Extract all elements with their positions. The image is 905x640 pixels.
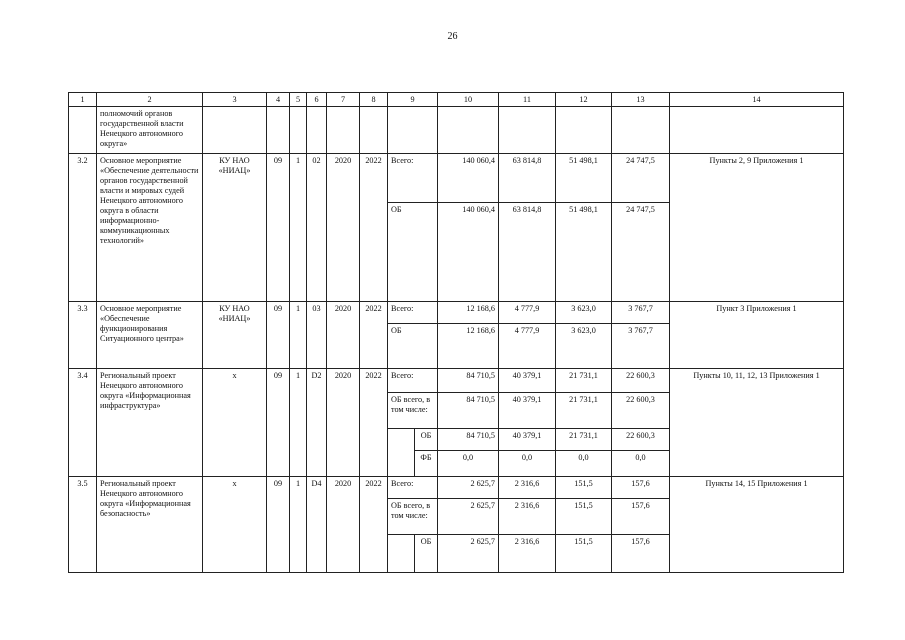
header-cell: 7 [327, 93, 360, 107]
value-cell: 51 498,1 [556, 203, 612, 302]
row-code: 09 [267, 477, 290, 573]
row-executor: х [203, 369, 267, 477]
value-cell: 24 747,5 [612, 154, 670, 203]
value-cell: 2 316,6 [499, 499, 556, 535]
row-name: Основное мероприятие «Обеспечение функционирования Ситуационного центра» [97, 302, 203, 369]
row-name: Основное мероприятие «Обеспечение деятельности органов государственной власти и мировых судей Ненецкого автономного округа в области информационно-коммуникационных технологий» [97, 154, 203, 302]
value-cell: 63 814,8 [499, 203, 556, 302]
value-cell: 2 316,6 [499, 477, 556, 499]
row-number: 3.3 [69, 302, 97, 369]
row-code: 09 [267, 154, 290, 302]
value-cell: 2 625,7 [438, 477, 499, 499]
value-cell: 22 600,3 [612, 369, 670, 393]
source-label: Всего: [388, 477, 438, 499]
value-cell: 0,0 [438, 451, 499, 477]
row-end-year: 2022 [360, 369, 388, 477]
value-cell: 21 731,1 [556, 369, 612, 393]
source-label: ОБ [415, 535, 438, 573]
value-cell: 3 767,7 [612, 302, 670, 324]
value-cell: 0,0 [612, 451, 670, 477]
source-label: Всего: [388, 369, 438, 393]
value-cell: 21 731,1 [556, 429, 612, 451]
row-number: 3.2 [69, 154, 97, 302]
row-code: 1 [290, 477, 307, 573]
table-row [69, 154, 844, 203]
header-cell: 13 [612, 93, 670, 107]
value-cell: 40 379,1 [499, 429, 556, 451]
row-code: 03 [307, 302, 327, 369]
header-cell: 8 [360, 93, 388, 107]
table-row [69, 369, 844, 393]
row-end-year: 2022 [360, 154, 388, 302]
value-cell: 151,5 [556, 477, 612, 499]
header-cell: 4 [267, 93, 290, 107]
header-cell: 12 [556, 93, 612, 107]
value-cell: 0,0 [556, 451, 612, 477]
row-code: 02 [307, 154, 327, 302]
row-start-year: 2020 [327, 477, 360, 573]
row-name: Региональный проект Ненецкого автономного округа «Информационная безопасность» [97, 477, 203, 573]
value-cell: 22 600,3 [612, 429, 670, 451]
row-code: 1 [290, 154, 307, 302]
value-cell: 157,6 [612, 477, 670, 499]
value-cell: 2 625,7 [438, 535, 499, 573]
value-cell: 157,6 [612, 535, 670, 573]
row-code: 1 [290, 302, 307, 369]
value-cell: 140 060,4 [438, 154, 499, 203]
page-number: 26 [447, 31, 458, 42]
table-row [69, 477, 844, 499]
header-cell: 3 [203, 93, 267, 107]
row-executor: х [203, 477, 267, 573]
value-cell: 2 316,6 [499, 535, 556, 573]
row-start-year: 2020 [327, 154, 360, 302]
source-label: ОБ [415, 429, 438, 451]
source-label: ОБ [388, 203, 438, 302]
header-cell: 9 [388, 93, 438, 107]
header-cell: 14 [670, 93, 844, 107]
value-cell: 12 168,6 [438, 302, 499, 324]
value-cell: 4 777,9 [499, 302, 556, 324]
source-label: ОБ всего, в том числе: [388, 499, 438, 535]
source-label: ОБ [388, 324, 438, 369]
row-note: Пункты 14, 15 Приложения 1 [670, 477, 844, 573]
header-cell: 1 [69, 93, 97, 107]
row-start-year: 2020 [327, 302, 360, 369]
row-code: D4 [307, 477, 327, 573]
row-executor: КУ НАО «НИАЦ» [203, 154, 267, 302]
value-cell: 12 168,6 [438, 324, 499, 369]
table-row [69, 107, 844, 154]
value-cell: 140 060,4 [438, 203, 499, 302]
value-cell: 40 379,1 [499, 369, 556, 393]
header-cell: 5 [290, 93, 307, 107]
value-cell: 2 625,7 [438, 499, 499, 535]
value-cell: 4 777,9 [499, 324, 556, 369]
value-cell: 3 623,0 [556, 324, 612, 369]
row-code: 09 [267, 369, 290, 477]
value-cell: 151,5 [556, 499, 612, 535]
continued-name: полномочий органов государственной власти Ненецкого автономного округа» [97, 107, 203, 154]
header-cell: 2 [97, 93, 203, 107]
source-label: Всего: [388, 302, 438, 324]
value-cell: 3 767,7 [612, 324, 670, 369]
row-number: 3.4 [69, 369, 97, 477]
value-cell: 84 710,5 [438, 369, 499, 393]
value-cell: 157,6 [612, 499, 670, 535]
value-cell: 21 731,1 [556, 393, 612, 429]
row-code: 1 [290, 369, 307, 477]
row-note: Пункт 3 Приложения 1 [670, 302, 844, 369]
value-cell: 63 814,8 [499, 154, 556, 203]
value-cell: 151,5 [556, 535, 612, 573]
row-note: Пункты 10, 11, 12, 13 Приложения 1 [670, 369, 844, 477]
header-row [69, 93, 844, 107]
source-label: ФБ [415, 451, 438, 477]
table-row [69, 302, 844, 324]
program-table [68, 92, 844, 573]
row-number: 3.5 [69, 477, 97, 573]
header-cell: 6 [307, 93, 327, 107]
row-executor: КУ НАО «НИАЦ» [203, 302, 267, 369]
value-cell: 22 600,3 [612, 393, 670, 429]
header-cell: 10 [438, 93, 499, 107]
value-cell: 24 747,5 [612, 203, 670, 302]
value-cell: 84 710,5 [438, 393, 499, 429]
row-start-year: 2020 [327, 369, 360, 477]
value-cell: 3 623,0 [556, 302, 612, 324]
row-name: Региональный проект Ненецкого автономного округа «Информационная инфраструктура» [97, 369, 203, 477]
row-note: Пункты 2, 9 Приложения 1 [670, 154, 844, 302]
source-label: Всего: [388, 154, 438, 203]
row-code: 09 [267, 302, 290, 369]
source-label: ОБ всего, в том числе: [388, 393, 438, 429]
value-cell: 84 710,5 [438, 429, 499, 451]
header-cell: 11 [499, 93, 556, 107]
value-cell: 51 498,1 [556, 154, 612, 203]
row-end-year: 2022 [360, 477, 388, 573]
row-end-year: 2022 [360, 302, 388, 369]
value-cell: 0,0 [499, 451, 556, 477]
row-code: D2 [307, 369, 327, 477]
value-cell: 40 379,1 [499, 393, 556, 429]
